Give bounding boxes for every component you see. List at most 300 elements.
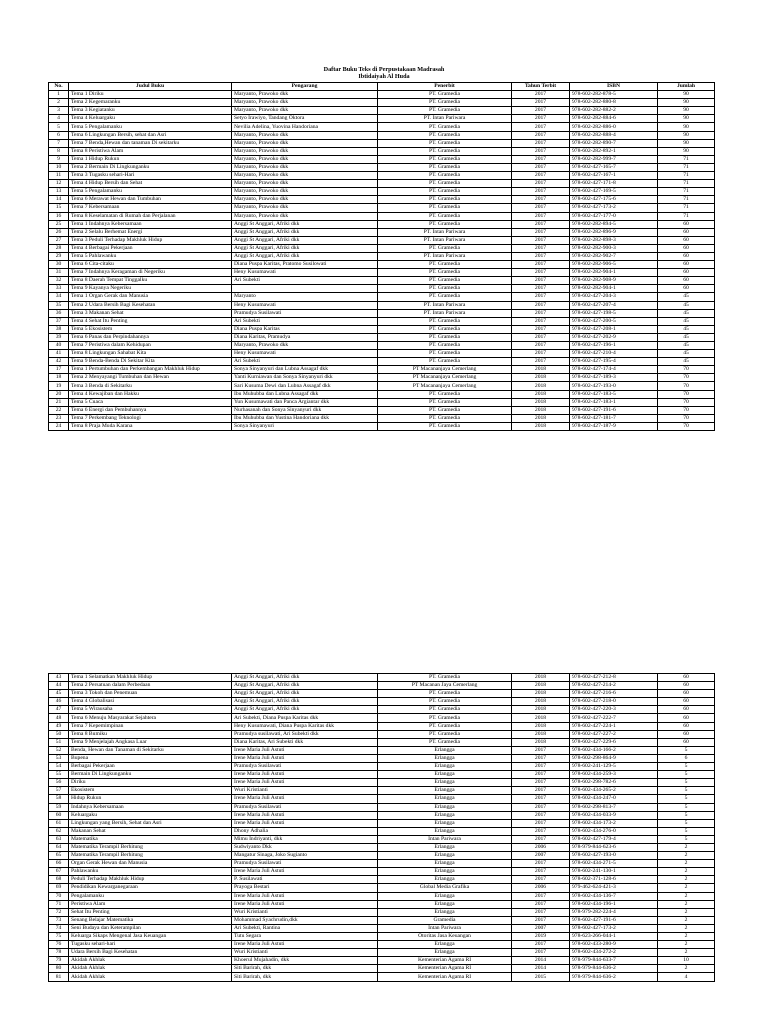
cell-no: 10 bbox=[49, 163, 69, 171]
cell-isbn: 978-602-298-813-7 bbox=[570, 803, 658, 811]
cell-isbn: 978-602-434-276-0 bbox=[570, 827, 658, 835]
cell-isbn: 978-979-844-636-2 bbox=[570, 965, 658, 973]
cell-author: Anggi St Anggari, Afriki dkk bbox=[232, 698, 378, 706]
cell-title: Tema 4 Sehat Itu Penting bbox=[69, 317, 232, 325]
cell-no: 31 bbox=[49, 269, 69, 277]
document-title: Daftar Buku Teks di Perpustakaan Madrasah bbox=[323, 66, 445, 73]
cell-no: 73 bbox=[49, 916, 69, 924]
cell-author: Ari Subekti bbox=[232, 277, 378, 285]
cell-isbn: 978-602-427-173-2 bbox=[570, 204, 658, 212]
cell-title: Ekosistem bbox=[69, 787, 232, 795]
table-row bbox=[49, 876, 715, 884]
cell-author: Irene Maria Juli Astuti bbox=[232, 868, 378, 876]
cell-quantity: 60 bbox=[658, 269, 715, 277]
header-isbn: ISBN bbox=[570, 83, 658, 91]
cell-title: Lingkungan yang Bersih, Sehat dan Asri bbox=[69, 819, 232, 827]
cell-author: Sonya Sinyanyuri bbox=[232, 422, 378, 430]
cell-publisher: PT. Intan Pariwara bbox=[378, 252, 512, 260]
book-table-part-1 bbox=[48, 82, 715, 431]
cell-no: 1 bbox=[49, 91, 69, 99]
table-row bbox=[49, 795, 715, 803]
cell-year: 2017 bbox=[512, 819, 570, 827]
cell-no: 5 bbox=[49, 123, 69, 131]
cell-isbn: 978-602-427-220-3 bbox=[570, 706, 658, 714]
table-row bbox=[49, 366, 715, 374]
cell-title: Makanan Sehat bbox=[69, 827, 232, 835]
cell-title: Tema 2 Bermain Di Lingkunganku bbox=[69, 163, 232, 171]
cell-isbn: 978-602-427-187-9 bbox=[570, 422, 658, 430]
table-row bbox=[49, 835, 715, 843]
cell-author: Ari Subekti bbox=[232, 358, 378, 366]
cell-year: 2017 bbox=[512, 228, 570, 236]
cell-publisher: PT. Intan Pariwara bbox=[378, 115, 512, 123]
cell-isbn: 978-602-433-280-9 bbox=[570, 941, 658, 949]
table-row bbox=[49, 763, 715, 771]
cell-isbn: 978-602-282-898-3 bbox=[570, 236, 658, 244]
cell-quantity: 60 bbox=[658, 252, 715, 260]
cell-isbn: 978-602-427-214-2 bbox=[570, 682, 658, 690]
cell-no: 11 bbox=[49, 172, 69, 180]
cell-year: 2017 bbox=[512, 155, 570, 163]
header-author: Pengarang bbox=[232, 83, 378, 91]
cell-quantity: 45 bbox=[658, 301, 715, 309]
cell-no: 74 bbox=[49, 924, 69, 932]
cell-year: 2017 bbox=[512, 123, 570, 131]
cell-title: Tema 4 Globalisasi bbox=[69, 698, 232, 706]
cell-quantity: 2 bbox=[658, 900, 715, 908]
cell-quantity: 2 bbox=[658, 868, 715, 876]
table-row bbox=[49, 374, 715, 382]
cell-quantity: 2 bbox=[658, 876, 715, 884]
cell-title: Tema 8 Keselamatan di Rumah dan Perjalanan bbox=[69, 212, 232, 220]
cell-quantity: 60 bbox=[658, 220, 715, 228]
cell-quantity: 90 bbox=[658, 123, 715, 131]
cell-title: Tema 3 Tugasku sehari-Hari bbox=[69, 172, 232, 180]
cell-no: 68 bbox=[49, 876, 69, 884]
cell-title: Akidah Akhlak bbox=[69, 965, 232, 973]
cell-isbn: 978-602-434-173-2 bbox=[570, 819, 658, 827]
cell-year: 2018 bbox=[512, 738, 570, 746]
table-row bbox=[49, 139, 715, 147]
table-row bbox=[49, 350, 715, 358]
table-row bbox=[49, 843, 715, 851]
cell-publisher: Erlangga bbox=[378, 787, 512, 795]
cell-publisher: PT. Gramedia bbox=[378, 204, 512, 212]
cell-isbn: 978-602-282-880-8 bbox=[570, 99, 658, 107]
cell-author bbox=[232, 285, 378, 293]
cell-author: Wuri Kristianti bbox=[232, 787, 378, 795]
cell-isbn: 978-602-427-193-0 bbox=[570, 852, 658, 860]
cell-title: Tema 8 Peristiwa Alam bbox=[69, 147, 232, 155]
cell-no: 45 bbox=[49, 690, 69, 698]
cell-no: 14 bbox=[49, 196, 69, 204]
cell-isbn: 978-602-427-200-5 bbox=[570, 317, 658, 325]
cell-publisher: PT Macananjaya Cemerlang bbox=[378, 382, 512, 390]
cell-quantity: 90 bbox=[658, 131, 715, 139]
table-row bbox=[49, 107, 715, 115]
cell-title: Tema 2 Selalu Berhemat Energi bbox=[69, 228, 232, 236]
cell-title: Tema 8 Bumiku bbox=[69, 730, 232, 738]
cell-year: 2017 bbox=[512, 811, 570, 819]
cell-publisher: Kementerian Agama RI bbox=[378, 973, 512, 981]
cell-isbn: 978-979-844-623-6 bbox=[570, 843, 658, 851]
cell-author: Irene Maria Juli Astuti bbox=[232, 892, 378, 900]
table-row bbox=[49, 892, 715, 900]
cell-quantity: 70 bbox=[658, 422, 715, 430]
cell-isbn: 978-602-371-128-6 bbox=[570, 876, 658, 884]
cell-year: 2017 bbox=[512, 908, 570, 916]
cell-title: Tema 2 Kegemaranku bbox=[69, 99, 232, 107]
cell-author: Diana Puspa Karitas bbox=[232, 325, 378, 333]
cell-publisher: PT Macananjaya Cemerlang bbox=[378, 374, 512, 382]
cell-title: Pengalamanku bbox=[69, 892, 232, 900]
cell-year: 2018 bbox=[512, 722, 570, 730]
cell-no: 59 bbox=[49, 803, 69, 811]
cell-year: 2017 bbox=[512, 771, 570, 779]
cell-no: 72 bbox=[49, 908, 69, 916]
cell-isbn: 978-602-427-216-6 bbox=[570, 690, 658, 698]
table-row bbox=[49, 827, 715, 835]
cell-year: 2017 bbox=[512, 91, 570, 99]
cell-quantity: 45 bbox=[658, 293, 715, 301]
cell-title: Tema 7 Indahnya Keragaman di Negeriku bbox=[69, 269, 232, 277]
cell-no: 16 bbox=[49, 212, 69, 220]
table-row bbox=[49, 738, 715, 746]
cell-year: 2017 bbox=[512, 147, 570, 155]
cell-author: Maryanto bbox=[232, 293, 378, 301]
cell-author: Heny Kusumawati bbox=[232, 350, 378, 358]
table-row bbox=[49, 730, 715, 738]
cell-quantity: 2 bbox=[658, 924, 715, 932]
cell-isbn: 978-602-241-129-5 bbox=[570, 763, 658, 771]
cell-year: 2017 bbox=[512, 269, 570, 277]
cell-publisher: Erlangga bbox=[378, 819, 512, 827]
cell-title: Tema 1 Selamatkan Makhluk Hidup bbox=[69, 674, 232, 682]
cell-title: Tema 1 Pertumbuhan dan Perkembangan Makhluk Hidup bbox=[69, 366, 232, 374]
table-row bbox=[49, 252, 715, 260]
header-title: Judul Buku bbox=[69, 83, 232, 91]
cell-author: Pramudya Susilawati bbox=[232, 803, 378, 811]
cell-quantity: 71 bbox=[658, 155, 715, 163]
cell-quantity: 45 bbox=[658, 309, 715, 317]
cell-publisher: PT Macananjaya Cemerlang bbox=[378, 366, 512, 374]
table-row bbox=[49, 91, 715, 99]
cell-year: 2018 bbox=[512, 674, 570, 682]
cell-no: 53 bbox=[49, 754, 69, 762]
cell-author: Ibu Muhubba dan Lubna Assagaf dkk bbox=[232, 390, 378, 398]
cell-author: Irene Maria Juli Astuti bbox=[232, 941, 378, 949]
cell-year: 2017 bbox=[512, 188, 570, 196]
cell-no: 29 bbox=[49, 252, 69, 260]
cell-isbn: 978-602-282-908-9 bbox=[570, 277, 658, 285]
cell-no: 76 bbox=[49, 941, 69, 949]
cell-no: 63 bbox=[49, 835, 69, 843]
cell-quantity: 70 bbox=[658, 390, 715, 398]
cell-quantity: 90 bbox=[658, 139, 715, 147]
cell-title: Senang Belajar Matematika bbox=[69, 916, 232, 924]
cell-no: 62 bbox=[49, 827, 69, 835]
cell-publisher: PT. Gramedia bbox=[378, 188, 512, 196]
cell-quantity: 2 bbox=[658, 941, 715, 949]
table-row bbox=[49, 131, 715, 139]
cell-publisher: PT. Gramedia bbox=[378, 674, 512, 682]
cell-title: Tema 5 Pahlawanku bbox=[69, 252, 232, 260]
cell-year: 2017 bbox=[512, 139, 570, 147]
cell-isbn: 978-602-427-208-1 bbox=[570, 325, 658, 333]
cell-no: 50 bbox=[49, 730, 69, 738]
cell-title: Tema 3 Tokoh dan Penemuan bbox=[69, 690, 232, 698]
cell-publisher: PT. Gramedia bbox=[378, 163, 512, 171]
cell-author: Maryanto, Prawoko dkk bbox=[232, 131, 378, 139]
cell-year: 2017 bbox=[512, 204, 570, 212]
cell-year: 2017 bbox=[512, 795, 570, 803]
cell-publisher: PT. Gramedia bbox=[378, 706, 512, 714]
cell-year: 2014 bbox=[512, 965, 570, 973]
cell-title: Tema 6 Cita-citaku bbox=[69, 261, 232, 269]
cell-publisher: Erlangga bbox=[378, 811, 512, 819]
cell-isbn: 978-602-427-179-4 bbox=[570, 835, 658, 843]
cell-title: Tema 2 Persatuan dalam Perbedaan bbox=[69, 682, 232, 690]
table-row bbox=[49, 771, 715, 779]
cell-title: Tema 7 Kepemimpinan bbox=[69, 722, 232, 730]
cell-year: 2017 bbox=[512, 180, 570, 188]
cell-year: 2017 bbox=[512, 779, 570, 787]
cell-year: 2018 bbox=[512, 422, 570, 430]
cell-year: 2017 bbox=[512, 941, 570, 949]
cell-no: 8 bbox=[49, 147, 69, 155]
cell-year: 2017 bbox=[512, 868, 570, 876]
cell-publisher: PT. Intan Pariwara bbox=[378, 309, 512, 317]
cell-author: Ari Subekti, Diana Puspa Karitas dkk bbox=[232, 714, 378, 722]
table-row bbox=[49, 261, 715, 269]
cell-publisher: Erlangga bbox=[378, 795, 512, 803]
document-page-2 bbox=[0, 660, 768, 1024]
table-row bbox=[49, 852, 715, 860]
cell-no: 81 bbox=[49, 973, 69, 981]
cell-no: 7 bbox=[49, 139, 69, 147]
cell-author: Maryanto, Prawoko dkk bbox=[232, 204, 378, 212]
cell-year: 2017 bbox=[512, 876, 570, 884]
cell-title: Tema 4 Kewajiban dan Hakku bbox=[69, 390, 232, 398]
table-row bbox=[49, 123, 715, 131]
cell-author: Anggi St Anggari, Afriki dkk bbox=[232, 220, 378, 228]
cell-publisher: PT. Gramedia bbox=[378, 155, 512, 163]
cell-publisher: Intan Pariwara bbox=[378, 924, 512, 932]
cell-author: P. Susilawati bbox=[232, 876, 378, 884]
cell-publisher: Erlangga bbox=[378, 868, 512, 876]
cell-isbn: 978-602-427-227-2 bbox=[570, 730, 658, 738]
cell-quantity: 45 bbox=[658, 358, 715, 366]
cell-isbn: 978-602-434-166-2 bbox=[570, 746, 658, 754]
cell-publisher: Erlangga bbox=[378, 843, 512, 851]
cell-isbn: 978-602-427-229-6 bbox=[570, 738, 658, 746]
cell-quantity: 60 bbox=[658, 698, 715, 706]
header-no: No. bbox=[49, 83, 69, 91]
cell-isbn: 978-979-844-633-7 bbox=[570, 957, 658, 965]
cell-publisher: PT. Gramedia bbox=[378, 123, 512, 131]
cell-year: 2017 bbox=[512, 172, 570, 180]
cell-year: 2017 bbox=[512, 163, 570, 171]
cell-title: Tema 4 Hidup Bersih dan Sehat bbox=[69, 180, 232, 188]
table-row bbox=[49, 163, 715, 171]
cell-no: 70 bbox=[49, 892, 69, 900]
cell-author: Diana Karitas, Pramudya bbox=[232, 333, 378, 341]
cell-year: 2017 bbox=[512, 325, 570, 333]
cell-quantity: 5 bbox=[658, 819, 715, 827]
cell-isbn: 978-602-427-169-5 bbox=[570, 188, 658, 196]
cell-quantity: 60 bbox=[658, 682, 715, 690]
cell-title: Tema 8 Praja Muda Karana bbox=[69, 422, 232, 430]
cell-title: Akidah Akhlak bbox=[69, 957, 232, 965]
cell-title: Pahlawanku bbox=[69, 868, 232, 876]
cell-quantity: 5 bbox=[658, 811, 715, 819]
cell-quantity: 71 bbox=[658, 212, 715, 220]
cell-quantity: 2 bbox=[658, 916, 715, 924]
cell-quantity: 60 bbox=[658, 722, 715, 730]
cell-year: 2018 bbox=[512, 690, 570, 698]
cell-no: 18 bbox=[49, 374, 69, 382]
cell-no: 32 bbox=[49, 277, 69, 285]
cell-isbn: 978-602-282-894-5 bbox=[570, 220, 658, 228]
cell-no: 39 bbox=[49, 333, 69, 341]
table-row bbox=[49, 309, 715, 317]
cell-year: 2017 bbox=[512, 754, 570, 762]
cell-isbn: 978-602-427-191-6 bbox=[570, 406, 658, 414]
cell-quantity: 5 bbox=[658, 803, 715, 811]
cell-publisher: PT. Gramedia bbox=[378, 738, 512, 746]
cell-title: Tema 4 Keluargaku bbox=[69, 115, 232, 123]
cell-year: 2017 bbox=[512, 220, 570, 228]
cell-isbn: 978-602-427-193-0 bbox=[570, 382, 658, 390]
cell-author: Sudwiyanto Dkk bbox=[232, 843, 378, 851]
cell-quantity: 2 bbox=[658, 852, 715, 860]
cell-publisher: PT. Gramedia bbox=[378, 325, 512, 333]
cell-year: 2018 bbox=[512, 374, 570, 382]
cell-publisher: PT. Gramedia bbox=[378, 390, 512, 398]
cell-publisher: PT. Gramedia bbox=[378, 220, 512, 228]
cell-isbn: 978-602-298-782-6 bbox=[570, 779, 658, 787]
table-row bbox=[49, 342, 715, 350]
cell-title: Matematika bbox=[69, 835, 232, 843]
cell-quantity: 90 bbox=[658, 147, 715, 155]
cell-publisher: Erlangga bbox=[378, 860, 512, 868]
cell-quantity: 70 bbox=[658, 406, 715, 414]
table-row bbox=[49, 787, 715, 795]
cell-publisher: PT. Gramedia bbox=[378, 358, 512, 366]
cell-quantity: 71 bbox=[658, 163, 715, 171]
table-row bbox=[49, 908, 715, 916]
cell-no: 56 bbox=[49, 779, 69, 787]
cell-author: Prayoga Bestari bbox=[232, 884, 378, 892]
cell-publisher: PT. Gramedia bbox=[378, 350, 512, 358]
cell-isbn: 978-602-427-204-3 bbox=[570, 293, 658, 301]
cell-year: 2017 bbox=[512, 293, 570, 301]
cell-title: Tema 1 Hidup Rukun bbox=[69, 155, 232, 163]
cell-author: Nurhasanah dan Sonya Sinyanyuri dkk bbox=[232, 406, 378, 414]
cell-publisher: PT. Gramedia bbox=[378, 269, 512, 277]
table-row bbox=[49, 325, 715, 333]
table-row bbox=[49, 382, 715, 390]
cell-author: Irene Maria Juli Astuti bbox=[232, 771, 378, 779]
table-row bbox=[49, 722, 715, 730]
cell-author: Irene Maria Juli Astuti bbox=[232, 811, 378, 819]
cell-author: Maryanto, Prawoko dkk bbox=[232, 147, 378, 155]
cell-year: 2017 bbox=[512, 261, 570, 269]
cell-isbn: 978-602-427-173-2 bbox=[570, 924, 658, 932]
cell-year: 2017 bbox=[512, 236, 570, 244]
cell-year: 2017 bbox=[512, 285, 570, 293]
cell-no: 28 bbox=[49, 244, 69, 252]
cell-quantity: 90 bbox=[658, 115, 715, 123]
table-row bbox=[49, 99, 715, 107]
cell-isbn: 978-602-427-222-7 bbox=[570, 714, 658, 722]
cell-year: 2017 bbox=[512, 350, 570, 358]
cell-no: 43 bbox=[49, 674, 69, 682]
cell-no: 20 bbox=[49, 390, 69, 398]
cell-author: Maryanto, Prawoko dkk bbox=[232, 139, 378, 147]
cell-title: Tema 6 Merawat Hewan dan Tumbuhan bbox=[69, 196, 232, 204]
cell-publisher: PT. Gramedia bbox=[378, 714, 512, 722]
cell-title: Seni Budaya dan Keterampilan bbox=[69, 924, 232, 932]
cell-year: 2017 bbox=[512, 244, 570, 252]
table-row bbox=[49, 941, 715, 949]
cell-no: 33 bbox=[49, 285, 69, 293]
cell-publisher: Erlangga bbox=[378, 746, 512, 754]
table-row bbox=[49, 957, 715, 965]
cell-isbn: 978-602-427-175-6 bbox=[570, 196, 658, 204]
cell-isbn: 978-602-434-033-9 bbox=[570, 811, 658, 819]
table-row bbox=[49, 188, 715, 196]
cell-year: 2007 bbox=[512, 924, 570, 932]
cell-no: 9 bbox=[49, 155, 69, 163]
cell-no: 25 bbox=[49, 220, 69, 228]
cell-no: 52 bbox=[49, 746, 69, 754]
cell-title: Tugasku sehari-hari bbox=[69, 941, 232, 949]
cell-no: 42 bbox=[49, 358, 69, 366]
cell-isbn: 978-602-427-177-0 bbox=[570, 212, 658, 220]
cell-no: 37 bbox=[49, 317, 69, 325]
cell-title: Tema 9 Kayanya Negeriku bbox=[69, 285, 232, 293]
cell-quantity: 70 bbox=[658, 414, 715, 422]
cell-publisher: PT. Gramedia bbox=[378, 317, 512, 325]
cell-year: 2017 bbox=[512, 99, 570, 107]
cell-publisher: Erlangga bbox=[378, 779, 512, 787]
cell-no: 44 bbox=[49, 682, 69, 690]
cell-isbn: 978-602-427-189-3 bbox=[570, 374, 658, 382]
cell-quantity: 45 bbox=[658, 325, 715, 333]
cell-publisher: PT. Intan Pariwara bbox=[378, 236, 512, 244]
cell-no: 23 bbox=[49, 414, 69, 422]
cell-no: 71 bbox=[49, 900, 69, 908]
cell-no: 24 bbox=[49, 422, 69, 430]
cell-isbn: 978-602-434-136-7 bbox=[570, 892, 658, 900]
cell-isbn: 978-602-434-272-2 bbox=[570, 949, 658, 957]
cell-author: Anggi St Anggari, Afriki dkk bbox=[232, 236, 378, 244]
cell-no: 65 bbox=[49, 852, 69, 860]
cell-isbn: 978-602-427-181-7 bbox=[570, 414, 658, 422]
cell-quantity: 60 bbox=[658, 236, 715, 244]
table-row bbox=[49, 269, 715, 277]
cell-year: 2017 bbox=[512, 317, 570, 325]
cell-author: Mangatur Sinaga, Joko Sugianto bbox=[232, 852, 378, 860]
cell-year: 2017 bbox=[512, 277, 570, 285]
cell-title: Tema 7 Benda,Hewan dan tanaman Di sekitarku bbox=[69, 139, 232, 147]
cell-quantity: 5 bbox=[658, 795, 715, 803]
cell-author: Pramudya susilawati, Ari Subekti dkk bbox=[232, 730, 378, 738]
cell-quantity: 45 bbox=[658, 317, 715, 325]
cell-title: Organ Gerak Hewan dan Manusia bbox=[69, 860, 232, 868]
table-row bbox=[49, 422, 715, 430]
